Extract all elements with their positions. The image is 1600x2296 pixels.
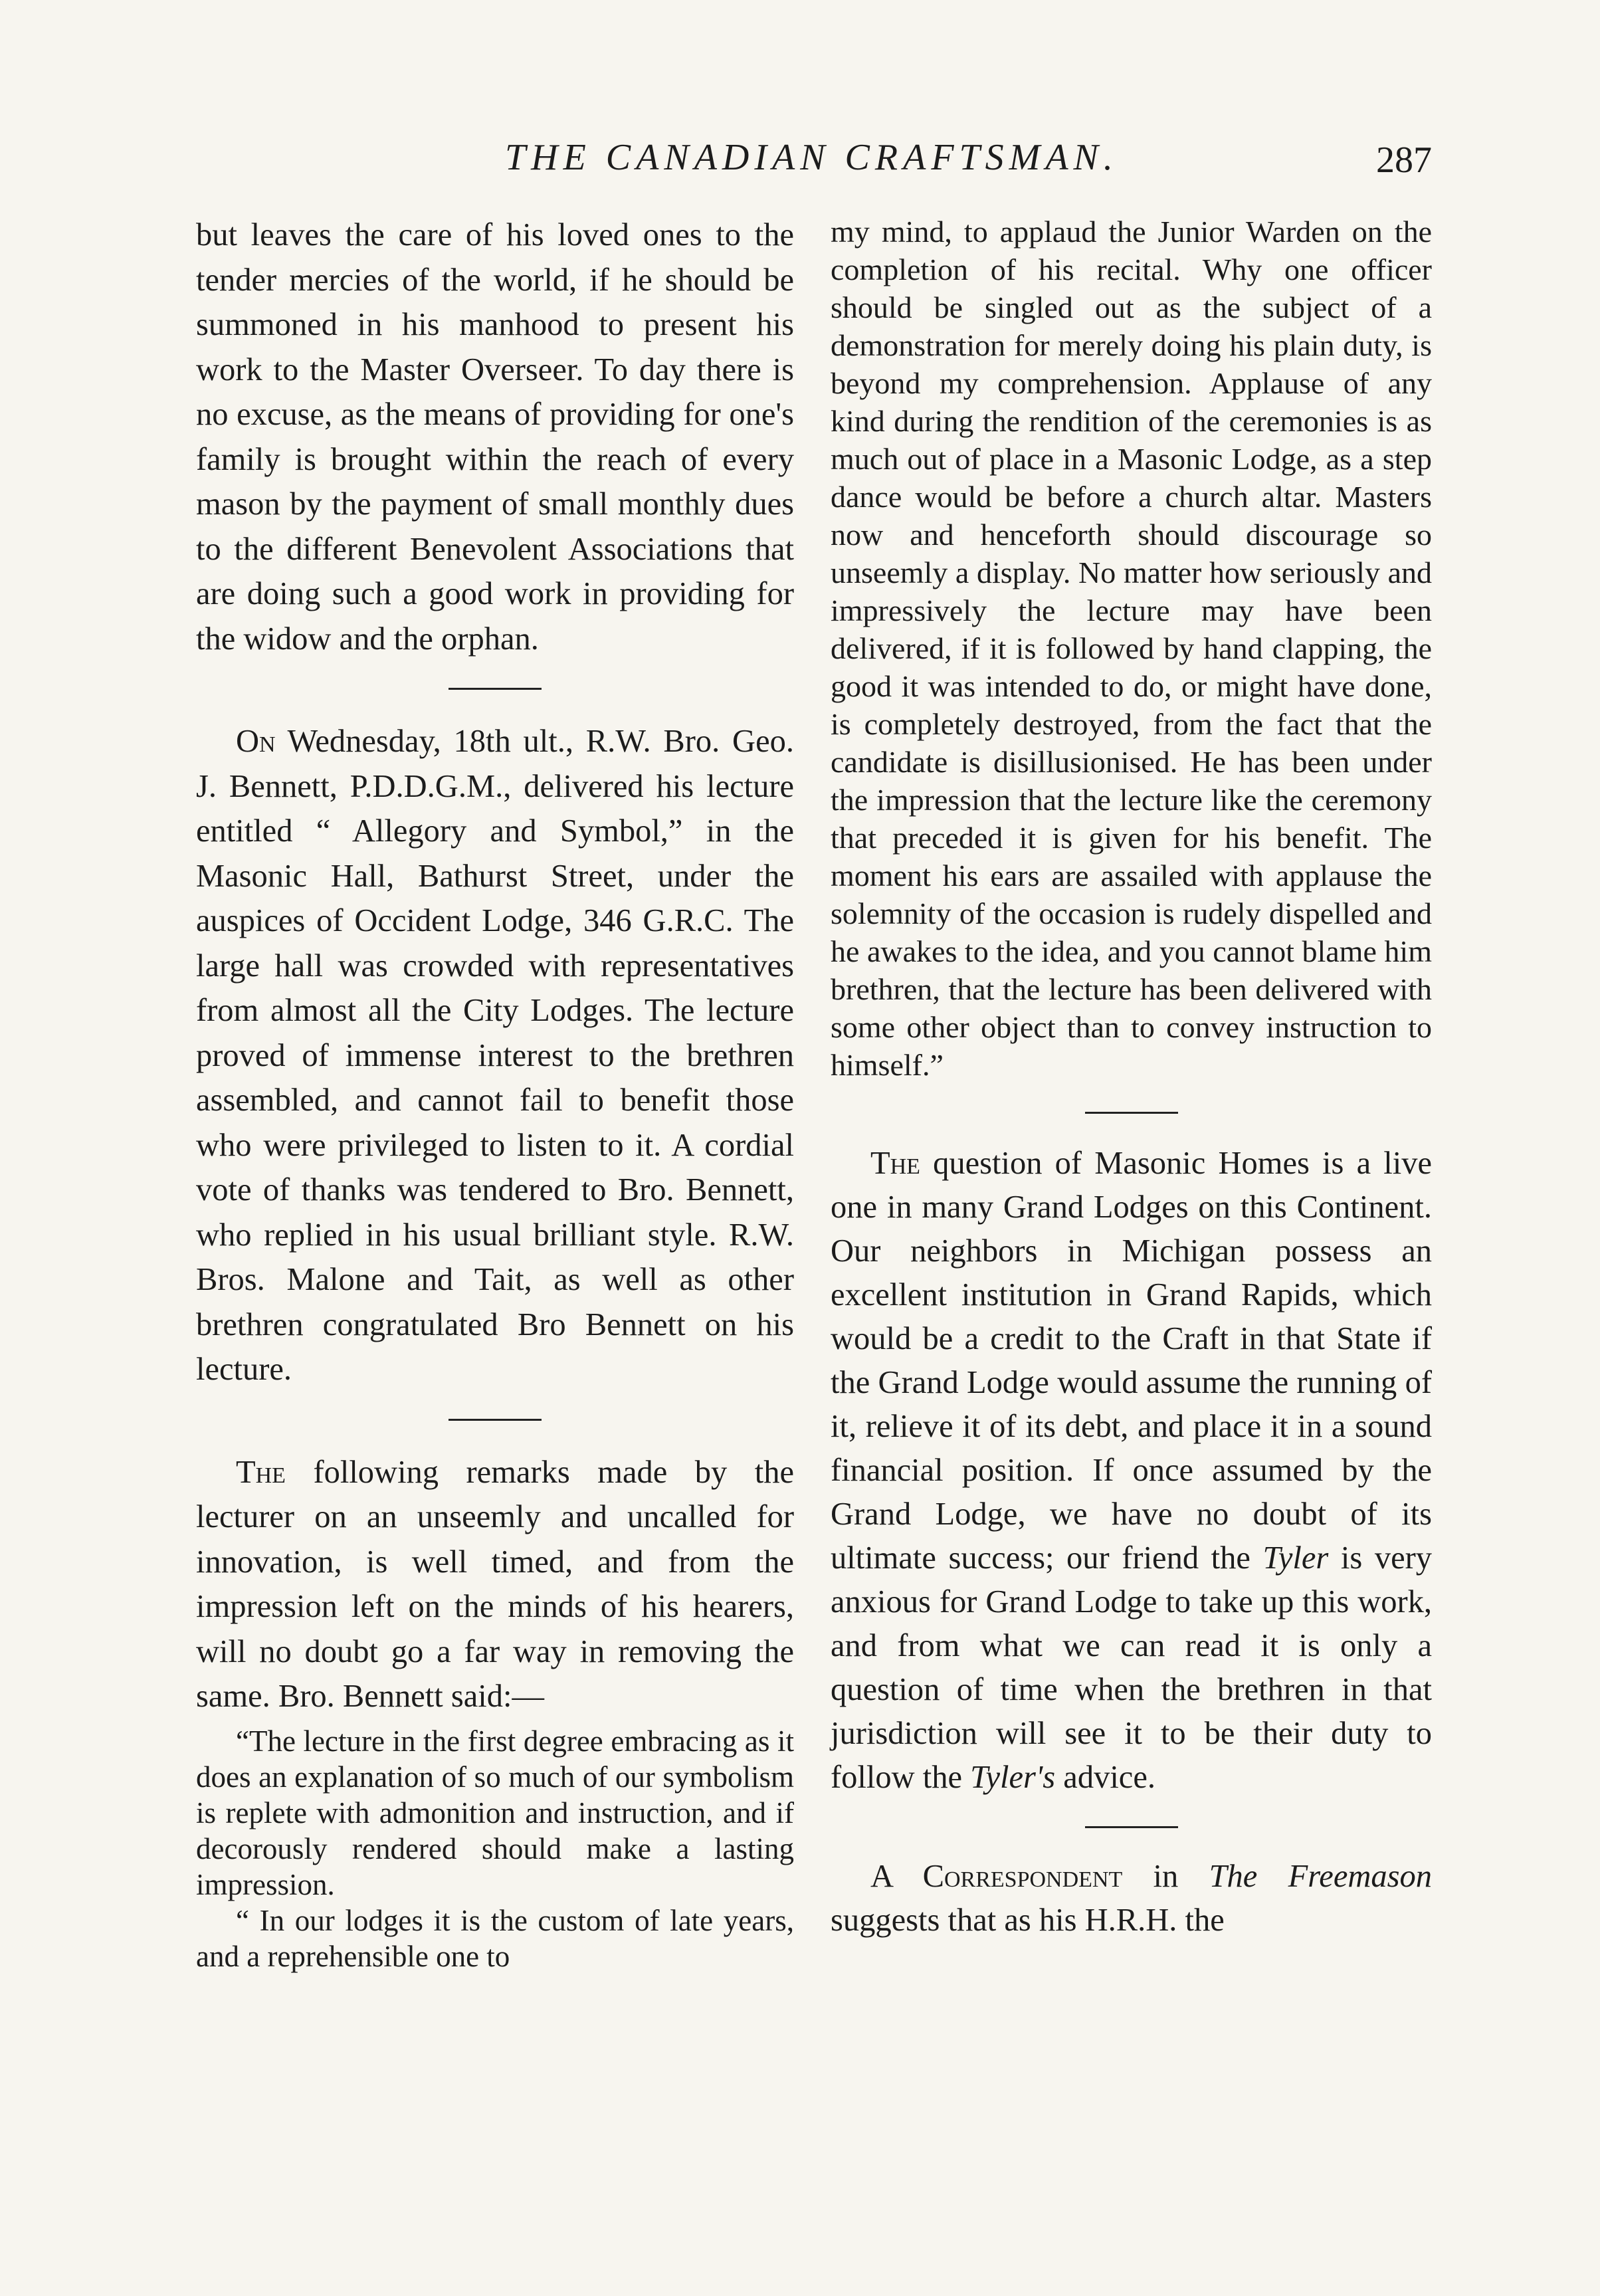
paragraph-masonic-homes	[831, 1142, 1432, 1800]
right-column	[831, 213, 1432, 1942]
paragraph-text: advice.	[1055, 1760, 1155, 1795]
paragraph-text: question of Masonic Homes is a live one in many Grand Lodges on this Continent. Our neighbors in Michigan possess an excellent institution in Grand Rapids, which would be a credit to the Craft in that State if the Grand Lodge would assume the running of it, relieve it of its debt, and place it in a sound financial position. If once assumed by the Grand Lodge, we have no doubt of its ultimate success; our friend the	[831, 1146, 1432, 1576]
section-divider	[1085, 1826, 1178, 1828]
paragraph-text: in	[1122, 1859, 1209, 1894]
lead-word: On	[236, 724, 276, 759]
section-divider	[1085, 1112, 1178, 1114]
paragraph-quote-continuation: my mind, to applaud the Junior Warden on the completion of his recital. Why one officer should be singled out as the subject of a demonstration for merely doing his plain duty, is beyond my comprehension. Applause of any kind during the rendition of the ceremonies is as much out of place in a Masonic Lodge, as a step dance would be before a church altar. Masters now and henceforth should discourage so unseemly a display. No matter how seriously and impressively the lecture may have been delivered, if it is followed by hand clapping, the good it was intended to do, or might have done, is completely destroyed, from the fact that the candidate is disillusionised. He has been under the impression that the lecture like the ceremony that preceded it is given for his benefit. The moment his ears are assailed with applause the solemnity of the occasion is rudely dispelled and he awakes to the idea, and you cannot blame him brethren, that the lecture has been delivered with some other object than to convey instruction to himself.”	[831, 215, 1432, 1082]
paragraph-text: suggests that as his H.R.H. the	[831, 1903, 1225, 1938]
section-divider	[449, 1419, 542, 1421]
italic-title: Tyler's	[970, 1760, 1056, 1795]
paragraph-bennett-lecture	[196, 719, 794, 1392]
paragraph-text: is very anxious for Grand Lodge to take up this work, and from what we can read it is only a question of time when the brethren in that jurisdiction will see it to be their duty to follow the	[831, 1540, 1433, 1795]
quotation	[196, 1723, 794, 1974]
journal-title: THE CANADIAN CRAFTSMAN.	[505, 137, 1118, 178]
quote-paragraph: “The lecture in the first degree embracing as it does an explanation of so much of our symbolism is replete with admonition and instruction, and if decorously rendered should make a lasting impression.	[196, 1724, 794, 1901]
lead-word: A Correspondent	[870, 1859, 1123, 1894]
italic-title: Tyler	[1262, 1540, 1329, 1576]
lead-word: The	[236, 1454, 286, 1490]
paragraph-remarks	[196, 1450, 794, 1719]
lead-word: The	[870, 1146, 920, 1181]
page-number: 287	[1376, 140, 1432, 181]
paragraph-text: following remarks made by the lecturer on an unseemly and uncalled for innovation, is well timed, and from the impression left on the minds of his hearers, will no doubt go a far way in removing the same. Bro. Bennett said:—	[196, 1454, 794, 1714]
paragraph-correspondent	[831, 1855, 1432, 1942]
running-header	[196, 136, 1432, 196]
paragraph-text: Wednesday, 18th ult., R.W. Bro. Geo. J. Bennett, P.D.D.G.M., delivered his lecture entitled “ Allegory and Symbol,” in the Masonic Hall, Bathurst Street, under the auspices of Occident Lodge, 346 G.R.C. The large hall was crowded with representatives from almost all the City Lodges. The lecture proved of immense interest to the brethren assembled, and cannot fail to benefit those who were privileged to listen to it. A cordial vote of thanks was tendered to Bro. Bennett, who replied in his usual brilliant style. R.W. Bros. Malone and Tait, as well as other brethren congratulated Bro Bennett on his lecture.	[196, 724, 794, 1387]
section-divider	[449, 688, 542, 690]
paragraph-continuation: but leaves the care of his loved ones to the tender mercies of the world, if he should be summoned in his manhood to present his work to the Master Overseer. To day there is no excuse, as the means of providing for one's family is brought within the reach of every mason by the payment of small monthly dues to the different Benevolent Associations that are doing such a good work in providing for the widow and the orphan.	[196, 217, 794, 657]
left-column	[196, 213, 794, 1974]
italic-title: The Freemason	[1209, 1859, 1433, 1894]
quote-paragraph: “ In our lodges it is the custom of late years, and a reprehensible one to	[196, 1903, 794, 1973]
section-masonic-homes	[831, 1142, 1432, 1942]
